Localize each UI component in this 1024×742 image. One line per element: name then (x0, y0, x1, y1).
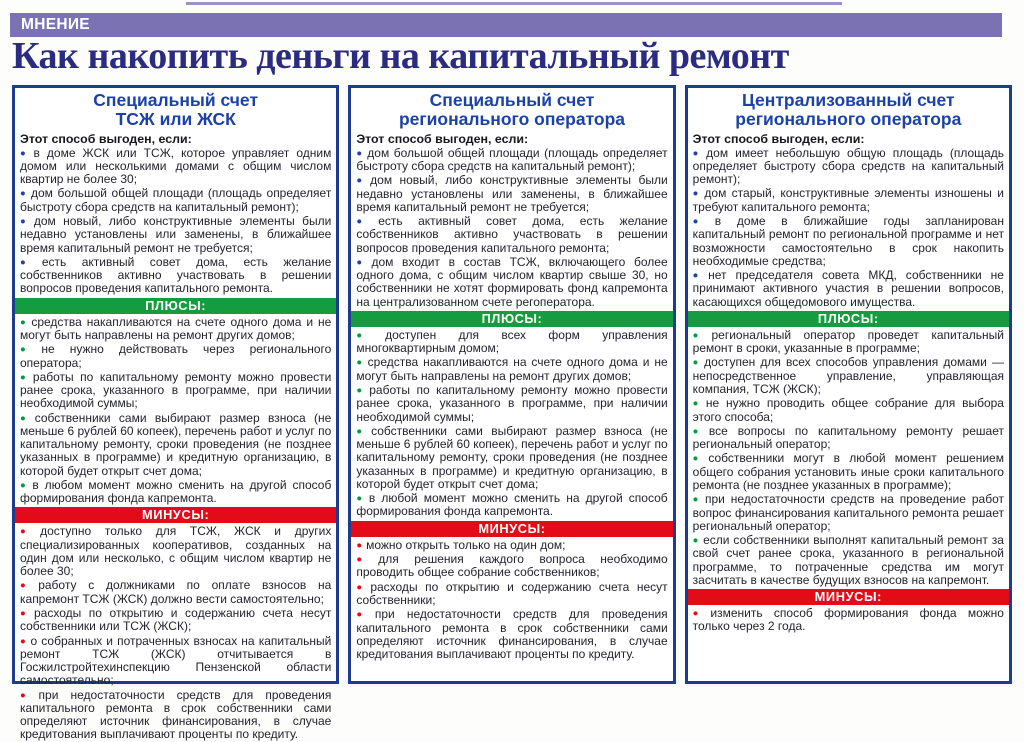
benefits-list (356, 147, 667, 309)
kicker-label: МНЕНИЕ (21, 16, 90, 33)
cons-item: ● доступно только для ТСЖ, ЖСК и других специализированных кооперативов, созданных на один дом или несколько, с общим числом квартир не более 30; (20, 525, 331, 578)
cons-bar: МИНУСЫ: (688, 589, 1009, 605)
column-title (693, 91, 1004, 130)
pros-list (693, 329, 1004, 587)
column-centralized-account-regional-operator (685, 85, 1012, 684)
benefit-item: ● дом новый, либо конструктивные элементы были недавно установлены или заменены, в ближайшее время капитальный ремонт не требуется; (356, 174, 667, 214)
pros-item: ● доступен для всех форм управления многоквартирным домом; (356, 329, 667, 356)
benefit-item: ● в доме в ближайшие годы запланирован капитальный ремонт по региональной программе и нет возможности самостоятельно в срок накопить необходимые средства; (693, 215, 1004, 268)
pros-item: ● работы по капитальному ремонту можно провести ранее срока, указанного в программе, при наличии необходимой суммы; (356, 384, 667, 424)
benefit-item: ● в доме ЖСК или ТСЖ, которое управляет одним домом или несколькими домами с общим числом квартир не более 30; (20, 147, 331, 187)
pros-bar: ПЛЮСЫ: (351, 311, 672, 327)
cons-item: ● можно открыть только на один дом; (356, 539, 667, 552)
pros-bar: ПЛЮСЫ: (688, 311, 1009, 327)
benefit-item: ● дом входит в состав ТСЖ, включающего более одного дома, с общим числом квартир свыше 30, но собственники не хотят формировать фонд капремонта на централизованном счете регоператора. (356, 256, 667, 309)
benefit-heading: Этот способ выгоден, если: (692, 131, 865, 146)
benefit-item: ● дом новый, либо конструктивные элементы были недавно установлены или заменены, в ближайшее время капитальный ремонт не требуется; (20, 215, 331, 255)
pros-item: ● в любом момент можно сменить на другой способ формирования фонда капремонта. (20, 479, 331, 506)
benefit-item: ● есть активный совет дома, есть желание собственников активно участвовать в решении вопросов проведения капитального ремонта; (356, 215, 667, 255)
column-title (356, 91, 667, 130)
pros-item: ● собственники сами выбирают размер взноса (не меньше 6 рублей 60 копеек), перечень работ и услуг по капитальному ремонту, сроки проведения (не позднее указанных в программе) и кредитную организацию, в которой будет открыт счет дома; (20, 412, 331, 478)
benefits-list (20, 147, 331, 296)
column-title-line: ТСЖ или ЖСК (115, 109, 236, 130)
cons-item: ● для решения каждого вопроса необходимо проводить общее собрание собственников; (356, 553, 667, 580)
pros-item: ● собственники сами выбирают размер взноса (не меньше 6 рублей 60 копеек), перечень работ и услуг по капитальному ремонту, сроки проведения (не позднее указанных в программе) и кредитную организацию, в которой будет открыт счет дома; (356, 425, 667, 491)
column-special-account-tszh-zhsk (12, 85, 339, 742)
benefit-item: ● нет председателя совета МКД, собственники не принимают активного участия в решении вопросов, касающихся общедомового имущества. (693, 269, 1004, 309)
pros-item: ● в любой момент можно сменить на другой способ формирования фонда капремонта. (356, 492, 667, 519)
cons-bar: МИНУСЫ: (351, 521, 672, 537)
comparison-columns (12, 85, 1012, 742)
cons-item: ● при недостаточности средств для проведения капитального ремонта в срок собственники сами определяют источник финансирования, в случае кредитования выплачивают проценты по кредиту. (20, 689, 331, 742)
pros-bar: ПЛЮСЫ: (15, 298, 336, 314)
column-special-account-regional-operator (348, 85, 675, 684)
pros-item: ● собственники могут в любой момент решением общего собрания установить иные сроки капитального ремонта (не позднее указанных в программе); (693, 452, 1004, 492)
cons-item: ● изменить способ формирования фонда можно только через 2 года. (693, 607, 1004, 634)
benefit-item: ● дом большой общей площади (площадь определяет быстроту сбора средств на капитальный ремонт); (356, 147, 667, 174)
pros-item: ● при недостаточности средств на проведение работ вопрос финансирования капитального ремонта решает региональный оператор; (693, 493, 1004, 533)
page-title: Как накопить деньги на капитальный ремонт (12, 35, 789, 77)
benefit-item: ● дом большой общей площади (площадь определяет быстроту сбора средств на капитальный ремонт); (20, 187, 331, 214)
cons-item: ● при недостаточности средств для проведения капитального ремонта в срок собственники сами определяют источник финансирования, в случае кредитования выплачивают проценты по кредиту. (356, 608, 667, 661)
pros-item: ● не нужно действовать через регионального оператора; (20, 343, 331, 370)
cons-list (356, 539, 667, 662)
pros-item: ● не нужно проводить общее собрание для выбора этого способа; (693, 397, 1004, 424)
column-title-line: регионального оператора (398, 109, 626, 130)
column-title (20, 91, 331, 130)
pros-item: ● региональный оператор проведет капитальный ремонт в сроки, указанные в программе; (693, 329, 1004, 356)
benefit-item: ● есть активный совет дома, есть желание собственников активно участвовать в решении вопросов проведения капитального ремонта. (20, 256, 331, 296)
top-decorative-rule (186, 2, 842, 5)
column-title-line: Централизованный счет (742, 90, 955, 110)
pros-item: ● если собственники выполнят капитальный ремонт за свой счет ранее срока, указанного в региональной программе, то потраченные средства им могут засчитать в качестве будущих взносов на капремонт. (693, 534, 1004, 587)
column-title-line: Специальный счет (429, 90, 595, 110)
pros-item: ● все вопросы по капитальному ремонту решает региональный оператор; (693, 425, 1004, 452)
cons-item: ● расходы по открытию и содержанию счета несут собственники; (356, 581, 667, 608)
cons-list (20, 525, 331, 741)
pros-item: ● доступен для всех способов управления домами — непосредственное управление, управляющая компания, ТСЖ (ЖСК); (693, 356, 1004, 396)
benefit-item: ● дом имеет небольшую общую площадь (площадь определяет быстроту сбора средств на капитальный ремонт); (693, 147, 1004, 187)
cons-item: ● работу с должниками по оплате взносов на капремонт ТСЖ (ЖСК) должно вести самостоятельно; (20, 579, 331, 606)
pros-list (356, 329, 667, 519)
benefit-item: ● дом старый, конструктивные элементы изношены и требуют капитального ремонта; (693, 187, 1004, 214)
column-title-line: Специальный счет (93, 90, 259, 110)
benefits-list (693, 147, 1004, 309)
column-title-line: регионального оператора (735, 109, 962, 130)
pros-item: ● средства накапливаются на счете одного дома и не могут быть направлены на ремонт других домов; (20, 316, 331, 343)
cons-list (693, 607, 1004, 634)
pros-item: ● средства накапливаются на счете одного дома и не могут быть направлены на ремонт других домов; (356, 356, 667, 383)
benefit-heading: Этот способ выгоден, если: (20, 131, 192, 146)
cons-item: ● о собранных и потраченных взносах на капитальный ремонт ТСЖ (ЖСК) отчитывается в Госжилстройтехинспекцию Пензенской области самостоятельно; (20, 635, 331, 688)
benefit-heading: Этот способ выгоден, если: (356, 131, 529, 146)
cons-item: ● расходы по открытию и содержанию счета несут собственники или ТСЖ (ЖСК); (20, 607, 331, 634)
pros-list (20, 316, 331, 506)
cons-bar: МИНУСЫ: (15, 507, 336, 523)
pros-item: ● работы по капитальному ремонту можно провести ранее срока, указанного в программе, при наличии необходимой суммы; (20, 371, 331, 411)
